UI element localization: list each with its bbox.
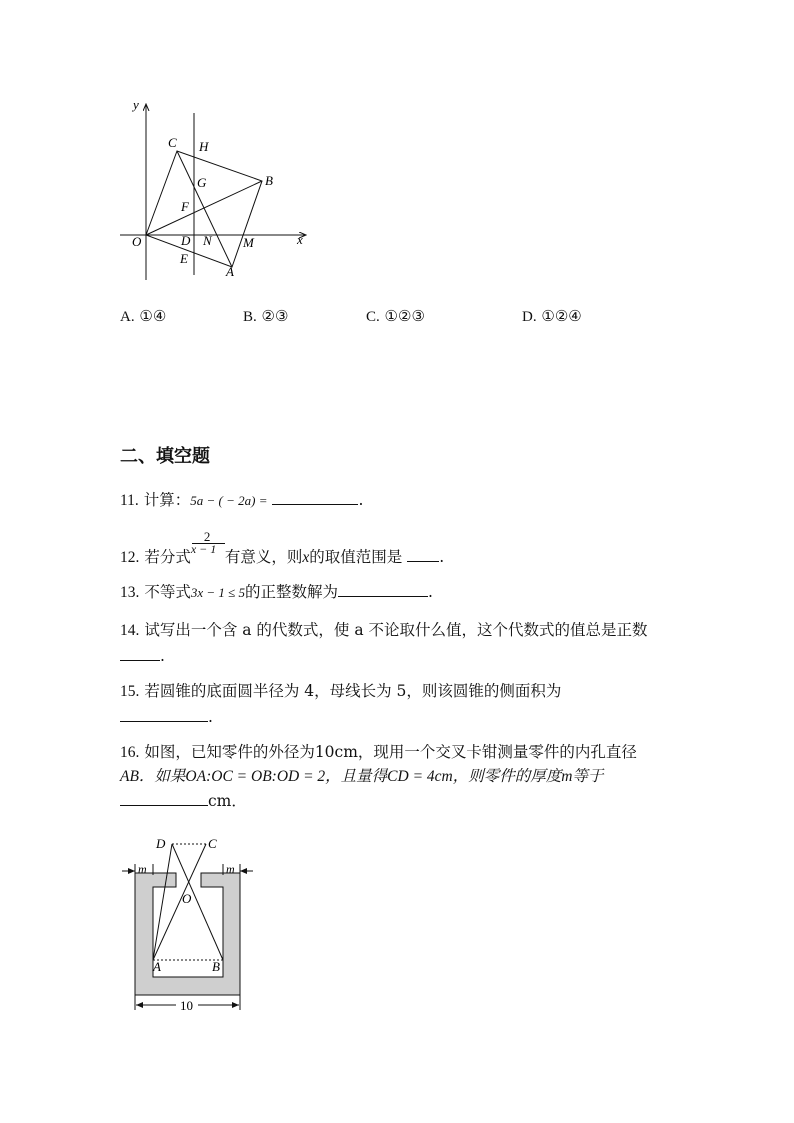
q12-number: 12. (120, 549, 140, 566)
q15-number: 15. (120, 683, 140, 700)
q12-answer-blank[interactable] (407, 547, 439, 562)
label-c: C (168, 135, 177, 150)
q15-end: . (208, 708, 213, 726)
q14-end: . (160, 647, 165, 665)
q16-number: 16. (120, 744, 140, 761)
label-d: D (156, 836, 166, 851)
q11-number: 11. (120, 492, 139, 509)
label-m-right: m (226, 862, 235, 876)
q12-fraction-numerator: 2 (203, 529, 211, 544)
question-16-line3 (120, 790, 247, 812)
option-c-letter: C. (366, 309, 380, 325)
q12-post: 的取值范围是 (309, 548, 403, 566)
option-a[interactable] (120, 307, 166, 326)
label-y: y (133, 97, 139, 112)
q16-text-line2: AB．如果OA:OC = OB:OD = 2，且量得CD = 4cm，则零件的厚度m等于 (120, 768, 604, 785)
option-c[interactable] (366, 307, 425, 326)
q15-text: 若圆锥的底面圆半径为 4，母线长为 5，则该圆锥的侧面积为 (144, 682, 562, 700)
option-d-letter: D. (522, 309, 537, 325)
question-14-line2 (120, 645, 165, 667)
option-a-letter: A. (120, 309, 135, 325)
question-15 (120, 680, 561, 703)
q16-text-line1: 如图，已知零件的外径为10cm，现用一个交叉卡钳测量零件的内孔直径 (144, 743, 637, 761)
caliper-figure (118, 830, 268, 1020)
question-15-line2 (120, 706, 213, 728)
q13-pre: 不等式 (144, 583, 191, 601)
option-b-text: ②③ (261, 307, 289, 325)
option-b[interactable] (243, 307, 288, 326)
label-m-left: m (138, 862, 147, 876)
label-e: E (180, 251, 188, 266)
question-16 (120, 741, 637, 764)
caliper-arm-da (153, 844, 172, 960)
label-width: 10 (180, 998, 193, 1013)
label-b: B (212, 959, 220, 974)
q13-number: 13. (120, 584, 140, 601)
q13-end: . (428, 583, 433, 601)
q11-expression: 5a − ( − 2a) = (190, 493, 268, 508)
q11-answer-blank[interactable] (272, 490, 358, 505)
label-g: G (197, 175, 207, 190)
q14-answer-blank[interactable] (120, 646, 160, 661)
q12-end: . (439, 548, 445, 566)
question-12 (120, 529, 445, 569)
q11-text: 计算： (143, 491, 191, 509)
q16-unit: cm． (208, 792, 247, 810)
label-a: A (226, 264, 234, 279)
label-f: F (181, 199, 189, 214)
option-c-text: ①②③ (384, 307, 425, 325)
label-o: O (182, 891, 192, 906)
label-x: x (297, 232, 303, 247)
question-14 (120, 619, 648, 642)
option-d-text: ①②④ (541, 307, 582, 325)
option-b-letter: B. (243, 309, 257, 325)
q14-number: 14. (120, 622, 140, 639)
label-c: C (208, 836, 217, 851)
q13-answer-blank[interactable] (338, 582, 428, 597)
label-m: M (243, 235, 254, 250)
label-a: A (153, 959, 161, 974)
section-title: 二、填空题 (120, 446, 210, 467)
option-d[interactable] (522, 307, 582, 326)
option-a-text: ①④ (139, 307, 167, 325)
q15-answer-blank[interactable] (120, 707, 208, 722)
q12-mid: 有意义，则 (224, 548, 303, 566)
coordinate-figure (115, 95, 315, 285)
q12-fraction (190, 529, 225, 562)
q12-var: x (302, 549, 310, 566)
q14-text: 试写出一个含 a 的代数式，使 a 不论取什么值，这个代数式的值总是正数 (144, 621, 648, 639)
q13-expression: 3x − 1 ≤ 5 (190, 585, 246, 600)
q13-post: 的正整数解为 (245, 583, 339, 601)
label-n: N (203, 233, 212, 248)
label-b: B (265, 173, 273, 188)
question-13 (120, 581, 433, 604)
q12-fraction-denominator: x − 1 (190, 542, 217, 556)
question-16-line2 (120, 765, 603, 788)
label-d: D (181, 233, 191, 248)
label-o: O (132, 234, 142, 249)
q12-pre: 若分式 (144, 548, 191, 566)
q11-end: . (358, 491, 364, 509)
label-h: H (199, 139, 209, 154)
q16-answer-blank[interactable] (120, 791, 208, 806)
question-11 (120, 489, 363, 512)
